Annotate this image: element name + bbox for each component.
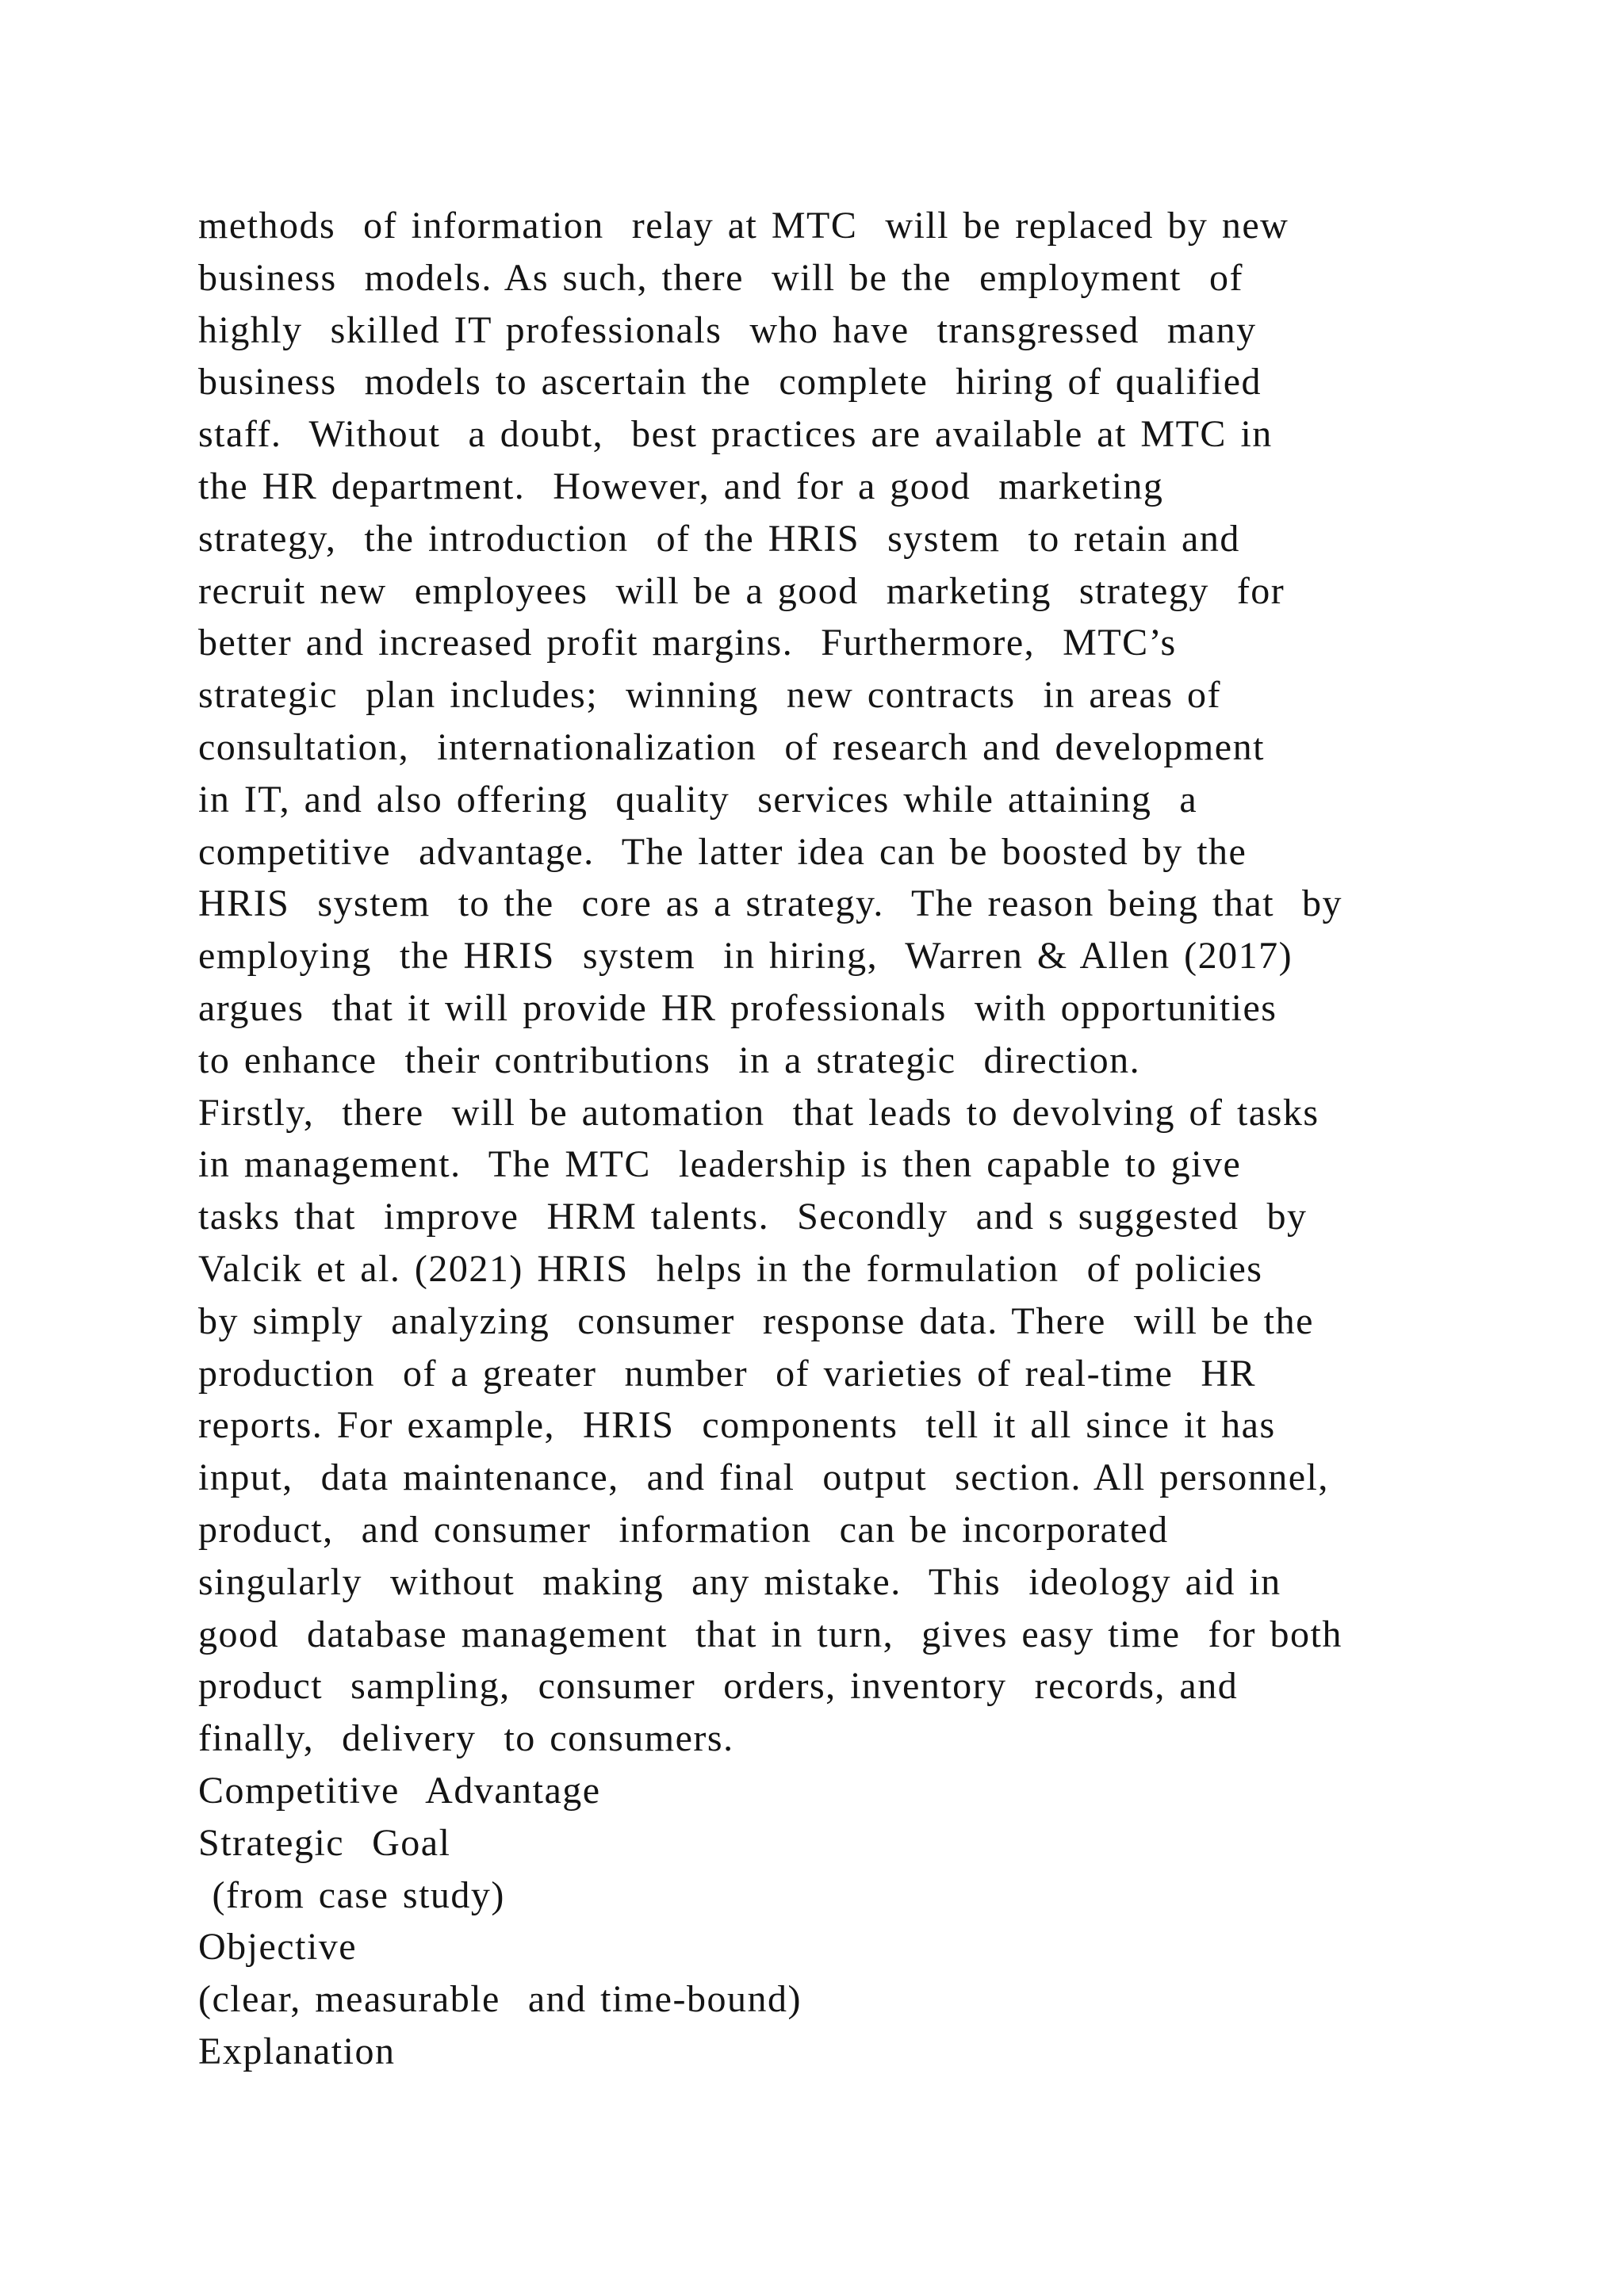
text-line: competitive advantage. The latter idea can be boosted by the: [198, 830, 1247, 873]
table-header-competitive-advantage: Competitive Advantage: [198, 1769, 601, 1812]
text-line: finally, delivery to consumers.: [198, 1717, 734, 1760]
text-line: strategic plan includes; winning new contracts in areas of: [198, 674, 1221, 717]
text-line: product, and consumer information can be incorporated: [198, 1508, 1169, 1551]
text-line: employing the HRIS system in hiring, Warren & Allen (2017): [198, 935, 1293, 978]
table-header-strategic-goal-note: (from case study): [198, 1873, 505, 1916]
text-line: by simply analyzing consumer response data. There will be the: [198, 1299, 1314, 1342]
text-line: Firstly, there will be automation that leads to devolving of tasks: [198, 1091, 1320, 1134]
text-line: the HR department. However, and for a good marketing: [198, 465, 1164, 507]
text-line: business models. As such, there will be the employment of: [198, 256, 1243, 299]
text-line: product sampling, consumer orders, inventory records, and: [198, 1665, 1239, 1708]
text-line: business models to ascertain the complete hiring of qualified: [198, 361, 1262, 404]
text-line: recruit new employees will be a good marketing strategy for: [198, 569, 1285, 612]
text-line: singularly without making any mistake. This ideology aid in: [198, 1560, 1281, 1603]
table-header-strategic-goal: Strategic Goal: [198, 1821, 451, 1864]
text-line: better and increased profit margins. Furthermore, MTC’s: [198, 622, 1177, 664]
text-line: methods of information relay at MTC will be replaced by new: [198, 205, 1289, 247]
text-line: in management. The MTC leadership is then capable to give: [198, 1143, 1242, 1186]
text-line: good database management that in turn, gives easy time for both: [198, 1613, 1342, 1655]
table-header-objective: Objective: [198, 1926, 358, 1969]
text-line: staff. Without a doubt, best practices are available at MTC in: [198, 413, 1273, 456]
text-line: strategy, the introduction of the HRIS system to retain and: [198, 517, 1240, 560]
table-header-objective-note: (clear, measurable and time-bound): [198, 1978, 802, 2021]
text-line: input, data maintenance, and final output section. All personnel,: [198, 1456, 1329, 1499]
table-header-explanation: Explanation: [198, 2030, 396, 2072]
text-line: Valcik et al. (2021) HRIS helps in the formulation of policies: [198, 1247, 1263, 1290]
text-line: reports. For example, HRIS components tell it all since it has: [198, 1404, 1276, 1447]
text-line: production of a greater number of varieties of real-time HR: [198, 1352, 1257, 1395]
body-text: [198, 200, 1507, 2078]
text-line: consultation, internationalization of research and development: [198, 725, 1265, 768]
text-line: HRIS system to the core as a strategy. The reason being that by: [198, 882, 1343, 925]
text-line: highly skilled IT professionals who have transgressed many: [198, 308, 1257, 351]
text-line: in IT, and also offering quality services while attaining a: [198, 778, 1198, 821]
text-line: argues that it will provide HR professionals with opportunities: [198, 986, 1277, 1029]
text-line: tasks that improve HRM talents. Secondly and s suggested by: [198, 1196, 1308, 1238]
text-line: to enhance their contributions in a strategic direction.: [198, 1039, 1141, 1081]
